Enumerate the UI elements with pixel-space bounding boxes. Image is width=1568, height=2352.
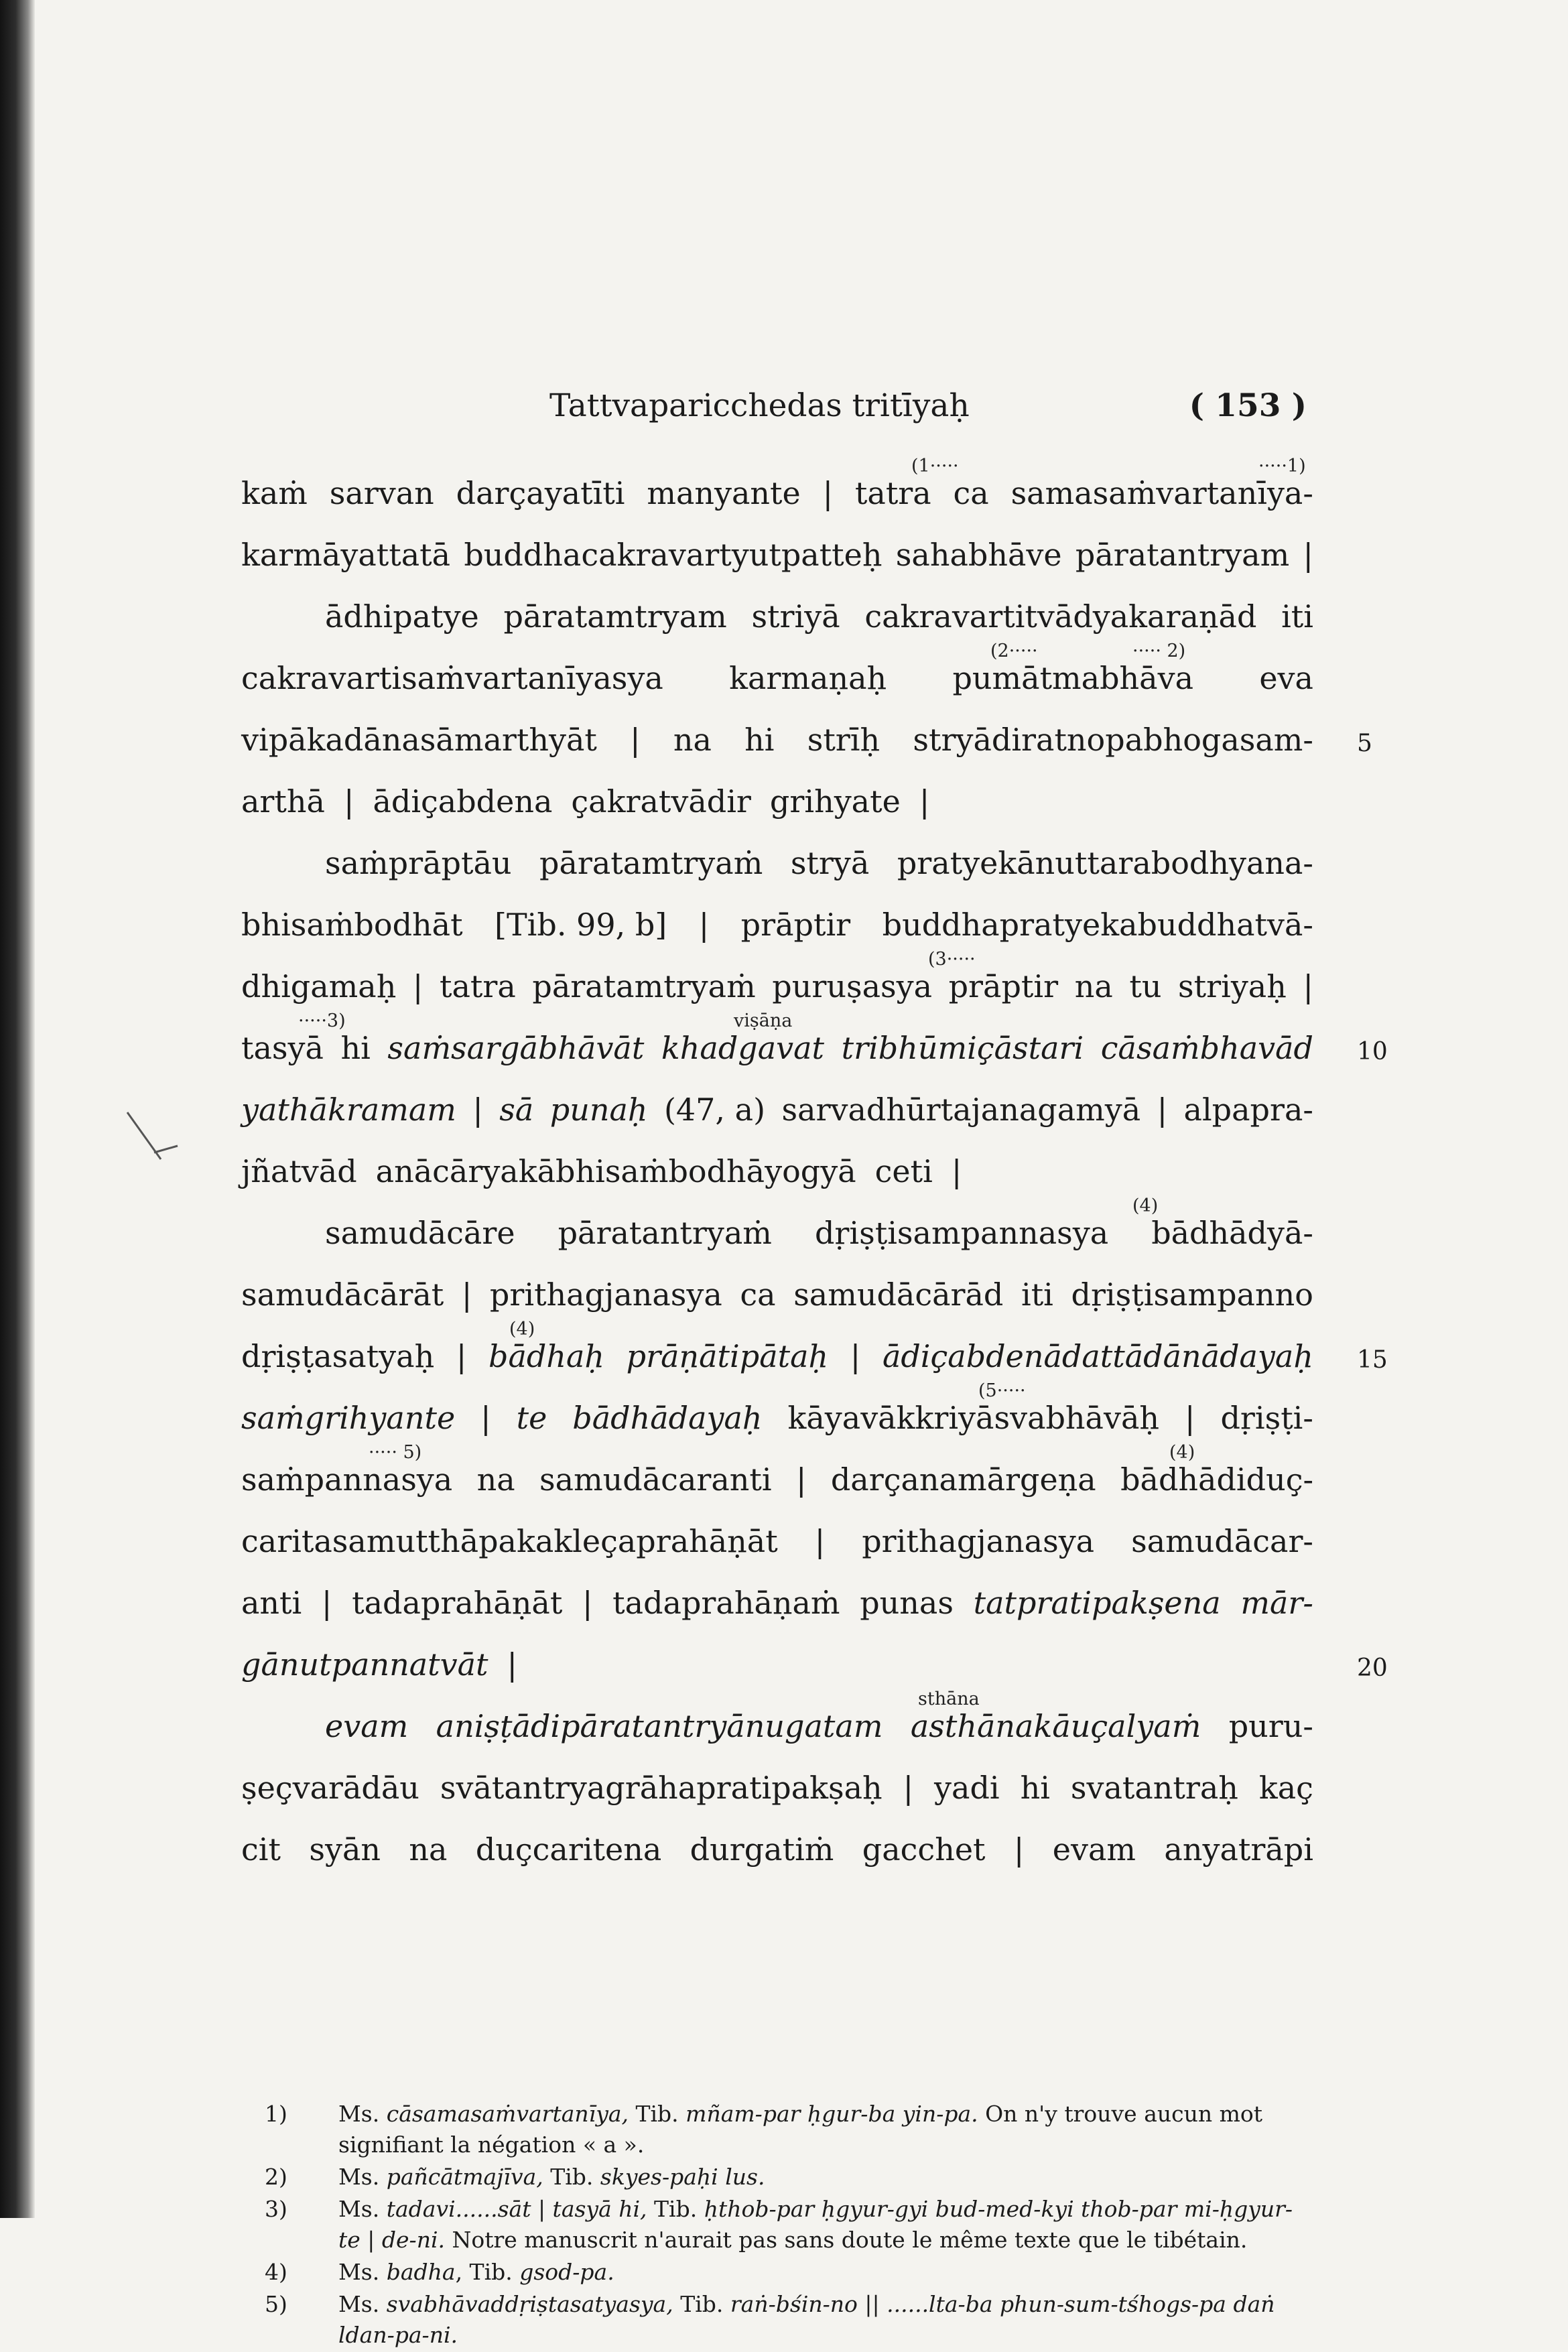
footnote-segment: ḥthob-par ḥgyur-gyi bud-med-kyi thob-par mi-ḥgyur-te | de-ni.: [338, 2196, 1293, 2253]
text-line: [241, 1442, 1313, 1510]
word: pāratantryaṁ: [558, 1215, 772, 1251]
word: eva: [1259, 660, 1313, 696]
footnote-number: 1): [265, 2101, 287, 2127]
word: saṁsargābhāvāt: [387, 1030, 645, 1066]
text-line: [241, 1689, 1313, 1757]
footnote-segment: Tib.: [673, 2291, 730, 2317]
running-title: Tattvaparicchedas tritīyaḥ: [549, 387, 970, 424]
word: darçayatīti: [456, 475, 625, 511]
word: punaḥ: [549, 1092, 648, 1128]
word: cakravartisaṁvartanīyasya: [241, 660, 663, 696]
text-line: [241, 1510, 1313, 1572]
word: na: [409, 1831, 448, 1868]
word: gānutpannatvāt: [241, 1646, 488, 1683]
word: khadgavat: [661, 1030, 825, 1066]
word: buddhacakravartyutpatteḥ: [464, 537, 883, 573]
footnote-number: 4): [265, 2259, 287, 2285]
footnote-marker: ····· 2): [1132, 641, 1186, 661]
word: bādhādayaḥ: [572, 1400, 763, 1436]
footnote-segment: Tib.: [543, 2164, 600, 2190]
word: buddhapratyekabuddhatvā-: [882, 907, 1313, 943]
main-text: [241, 456, 1388, 1880]
word: bādhādyā-: [1151, 1215, 1313, 1251]
word: karmaṇaḥ: [729, 660, 887, 696]
word: alpapra-: [1183, 1092, 1313, 1128]
footnote-segment: tadavi......sāt | tasyā hi,: [386, 2196, 647, 2222]
footnote-marker: (2·····: [990, 641, 1038, 661]
footnote-marker: (5·····: [978, 1380, 1026, 1401]
text-line: [241, 1819, 1313, 1880]
word: saṁprāptāu: [325, 845, 512, 881]
word: tasyā: [241, 1030, 324, 1066]
word: pratyekānuttarabodhyana-: [897, 845, 1313, 881]
word: ṣeçvarādāu: [241, 1770, 419, 1806]
footnote-segment: gsod-pa.: [519, 2259, 614, 2285]
line-number: 20: [1357, 1654, 1388, 1682]
footnote-segment: , Tib.: [455, 2259, 520, 2285]
footnote-segment: pañcātmajīva,: [386, 2164, 543, 2190]
word: samudācārāt: [241, 1277, 444, 1313]
footnote: [265, 2194, 1310, 2256]
footnote-number: 3): [265, 2196, 287, 2222]
word: grihyate: [769, 783, 901, 820]
word: samasaṁvartanīya-: [1010, 475, 1313, 511]
word: duçcaritena: [475, 1831, 662, 1868]
word: syān: [309, 1831, 381, 1868]
text-line: [241, 641, 1313, 709]
word: tadaprahāṇaṁ: [612, 1585, 840, 1621]
footnote: [265, 2099, 1310, 2160]
word: samudācar-: [1131, 1523, 1313, 1559]
word: sarvan: [329, 475, 434, 511]
text-line: [241, 456, 1313, 524]
word: ādhipatye: [325, 598, 479, 635]
text-line: [241, 894, 1313, 956]
word: punas: [860, 1585, 954, 1621]
word: caritasamutthāpakakleçaprahāṇāt: [241, 1523, 778, 1559]
word: pāratamtryam: [503, 598, 727, 635]
word: puru-: [1228, 1708, 1313, 1744]
word: na: [1074, 968, 1113, 1004]
word: dṛiṣṭi-: [1220, 1400, 1313, 1436]
word: çakratvādir: [571, 783, 751, 820]
footnote-segment: skyes-paḥi lus.: [600, 2164, 765, 2190]
footnote-segment: Ms.: [338, 2259, 387, 2285]
footnote-segment: mñam-par ḥgur-ba yin-pa.: [685, 2101, 978, 2127]
footnote-segment: badha: [386, 2259, 456, 2285]
footnote-text: [338, 2099, 1310, 2160]
word: stryā: [790, 845, 870, 881]
footnote-marker: (4): [1132, 1195, 1159, 1216]
word: |: [822, 475, 834, 511]
word: dhigamaḥ: [241, 968, 397, 1004]
text-line: [241, 709, 1372, 771]
text-line: [241, 1010, 1388, 1079]
word: stryādiratnopabhogasam-: [913, 722, 1313, 758]
word: bādhaḥ: [488, 1338, 604, 1374]
text-line: [241, 1079, 1313, 1140]
word: |: [1157, 1092, 1168, 1128]
footnote-marker: (4): [1169, 1442, 1195, 1463]
word: ādiçabdenādattādānādayaḥ: [882, 1338, 1313, 1374]
word: kaṁ: [241, 475, 308, 511]
word: arthā: [241, 783, 325, 820]
line-number: 5: [1357, 730, 1372, 757]
word: asthānakāuçalyaṁ: [910, 1708, 1201, 1744]
word: |: [850, 1338, 861, 1374]
word: puruṣasya: [772, 968, 933, 1004]
footnote-segment: raṅ-bśin-no || ......lta-ba phun-sum-tśhogs-pa daṅ ldan-pa-ni.: [338, 2291, 1275, 2348]
footnote-text: [338, 2162, 1310, 2193]
footnote-marker: ····· 5): [369, 1442, 422, 1463]
word: prithagjanasya: [489, 1277, 722, 1313]
footnote-segment: Ms.: [338, 2291, 387, 2317]
footnotes: [265, 2099, 1310, 2352]
word: iti: [1021, 1277, 1053, 1313]
word: yadi: [934, 1770, 1000, 1806]
text-line: [241, 1757, 1313, 1819]
word: |: [461, 1277, 472, 1313]
text-line: [241, 1634, 1388, 1695]
word: strīḥ: [807, 722, 880, 758]
word: |: [480, 1400, 491, 1436]
word: jñatvād: [241, 1153, 357, 1189]
text-line: [241, 1195, 1313, 1264]
word: |: [412, 968, 423, 1004]
footnote-segment: Ms.: [338, 2196, 387, 2222]
word: mār-: [1240, 1585, 1313, 1621]
footnote-marker: (4): [509, 1319, 535, 1340]
word: [Tib. 99, b]: [495, 907, 667, 943]
text-line: [241, 1572, 1313, 1634]
word: dṛiṣṭisampannasya: [814, 1215, 1109, 1251]
text-line: [241, 1140, 1313, 1202]
word: |: [630, 722, 641, 758]
line-number: 10: [1357, 1038, 1388, 1065]
word: hi: [340, 1030, 371, 1066]
word: sahabhāve: [895, 537, 1062, 573]
word: |: [903, 1770, 914, 1806]
word: |: [698, 907, 710, 943]
word: ceti: [874, 1153, 933, 1189]
word: |: [795, 1461, 807, 1498]
word: bādhādiduç-: [1120, 1461, 1313, 1498]
word: evam: [325, 1708, 409, 1744]
word: tatpratipakṣena: [973, 1585, 1221, 1621]
word: |: [456, 1338, 467, 1374]
word: pumātmabhāva: [952, 660, 1194, 696]
footnote-marker: sthāna: [918, 1689, 980, 1709]
word: pāratantryam: [1075, 537, 1290, 573]
word: durgatiṁ: [690, 1831, 834, 1868]
text-line: [241, 1380, 1313, 1449]
footnote-text: [338, 2289, 1310, 2351]
word: prāṇātipātaḥ: [626, 1338, 829, 1374]
word: tadaprahāṇāt: [352, 1585, 563, 1621]
word: cit: [241, 1831, 281, 1868]
word: |: [1013, 1831, 1025, 1868]
word: |: [582, 1585, 593, 1621]
footnote: [265, 2289, 1310, 2351]
word: tu: [1129, 968, 1162, 1004]
word: |: [951, 1153, 962, 1189]
word: |: [1303, 968, 1313, 1004]
word: striyā: [751, 598, 840, 635]
word: evam: [1052, 1831, 1136, 1868]
running-header: [241, 387, 1313, 428]
footnote-segment: Tib.: [647, 2196, 704, 2222]
word: pāratamtryaṁ: [532, 968, 756, 1004]
word: cakravartitvādyakaraṇād: [864, 598, 1257, 635]
word: cāsaṁbhavād: [1100, 1030, 1313, 1066]
word: prithagjanasya: [862, 1523, 1095, 1559]
footnote-segment: cāsamasaṁvartanīya,: [386, 2101, 629, 2127]
footnote-segment: Notre manuscrit n'aurait pas sans doute le même texte que le tibétain.: [445, 2227, 1248, 2253]
footnote-marker: viṣāṇa: [734, 1010, 793, 1031]
word: anti: [241, 1585, 302, 1621]
text-line: [241, 949, 1313, 1017]
word: ādiçabdena: [373, 783, 553, 820]
word: prāptir: [740, 907, 851, 943]
word: |: [1303, 537, 1313, 573]
footnote-marker: ·····3): [298, 1010, 346, 1031]
word: dṛiṣṭisampanno: [1071, 1277, 1313, 1313]
word: manyante: [647, 475, 801, 511]
word: tatra: [854, 475, 931, 511]
footnote-marker: (3·····: [928, 949, 976, 970]
margin-pencil-mark: [114, 1106, 188, 1186]
footnote-number: 2): [265, 2164, 287, 2190]
text-line: [241, 524, 1313, 586]
word: aniṣṭādipāratantryānugatam: [436, 1708, 883, 1744]
text-line: [241, 771, 1313, 832]
footnote-segment: svabhāvaddṛiṣtasatyasya,: [386, 2291, 673, 2317]
word: anyatrāpi: [1164, 1831, 1313, 1868]
text-line: [241, 586, 1313, 647]
footnote-text: [338, 2194, 1310, 2256]
word: prāptir: [948, 968, 1059, 1004]
footnote-segment: On n'y trouve aucun mot signifiant la négation « a ».: [338, 2101, 1263, 2158]
text-line: [241, 1264, 1313, 1325]
word: dṛiṣṭasatyaḥ: [241, 1338, 435, 1374]
word: ca: [740, 1277, 776, 1313]
word: |: [919, 783, 930, 820]
word: |: [1184, 1400, 1195, 1436]
word: |: [321, 1585, 332, 1621]
word: saṁpannasya: [241, 1461, 453, 1498]
word: |: [814, 1523, 826, 1559]
footnote-number: 5): [265, 2291, 287, 2317]
word: vipākadānasāmarthyāt: [241, 722, 597, 758]
word: saṁgrihyante: [241, 1400, 456, 1436]
word: karmāyattatā: [241, 537, 451, 573]
word: samudācaranti: [539, 1461, 772, 1498]
word: sā: [499, 1092, 534, 1128]
word: darçanamārgeṇa: [830, 1461, 1096, 1498]
word: sarvadhūrtajanagamyā: [781, 1092, 1141, 1128]
footnote: [265, 2257, 1310, 2288]
footnote-marker: ·····1): [1258, 456, 1306, 476]
word: pāratamtryaṁ: [539, 845, 763, 881]
word: tatra: [439, 968, 516, 1004]
word: (47, a): [663, 1092, 766, 1128]
word: striyaḥ: [1178, 968, 1287, 1004]
word: samudācāre: [325, 1215, 515, 1251]
footnote-text: [338, 2257, 1310, 2288]
word: bhisaṁbodhāt: [241, 907, 463, 943]
word: te: [516, 1400, 547, 1436]
word: kāyavākkriyāsvabhāvāḥ: [787, 1400, 1160, 1436]
text-line: [241, 832, 1313, 894]
word: hi: [744, 722, 775, 758]
word: |: [507, 1646, 518, 1683]
word: iti: [1281, 598, 1313, 635]
word: ca: [953, 475, 989, 511]
word: tribhūmiçāstari: [841, 1030, 1084, 1066]
word: samudācārād: [793, 1277, 1004, 1313]
text-line: [241, 1319, 1388, 1387]
line-number: 15: [1357, 1346, 1388, 1374]
word: |: [472, 1092, 483, 1128]
footnote-marker: (1·····: [911, 456, 959, 476]
footnote-segment: Ms.: [338, 2101, 387, 2127]
word: hi: [1020, 1770, 1050, 1806]
page-number: ( 153 ): [1189, 387, 1307, 424]
word: na: [673, 722, 712, 758]
word: gacchet: [862, 1831, 986, 1868]
footnote-segment: Tib.: [629, 2101, 686, 2127]
word: yathākramam: [241, 1092, 456, 1128]
footnote: [265, 2162, 1310, 2193]
word: kaç: [1258, 1770, 1313, 1806]
word: svatantraḥ: [1070, 1770, 1238, 1806]
word: na: [476, 1461, 515, 1498]
word: anācāryakābhisaṁbodhāyogyā: [375, 1153, 856, 1189]
word: svātantryagrāhapratipakṣaḥ: [440, 1770, 883, 1806]
footnote-segment: Ms.: [338, 2164, 387, 2190]
word: |: [343, 783, 354, 820]
